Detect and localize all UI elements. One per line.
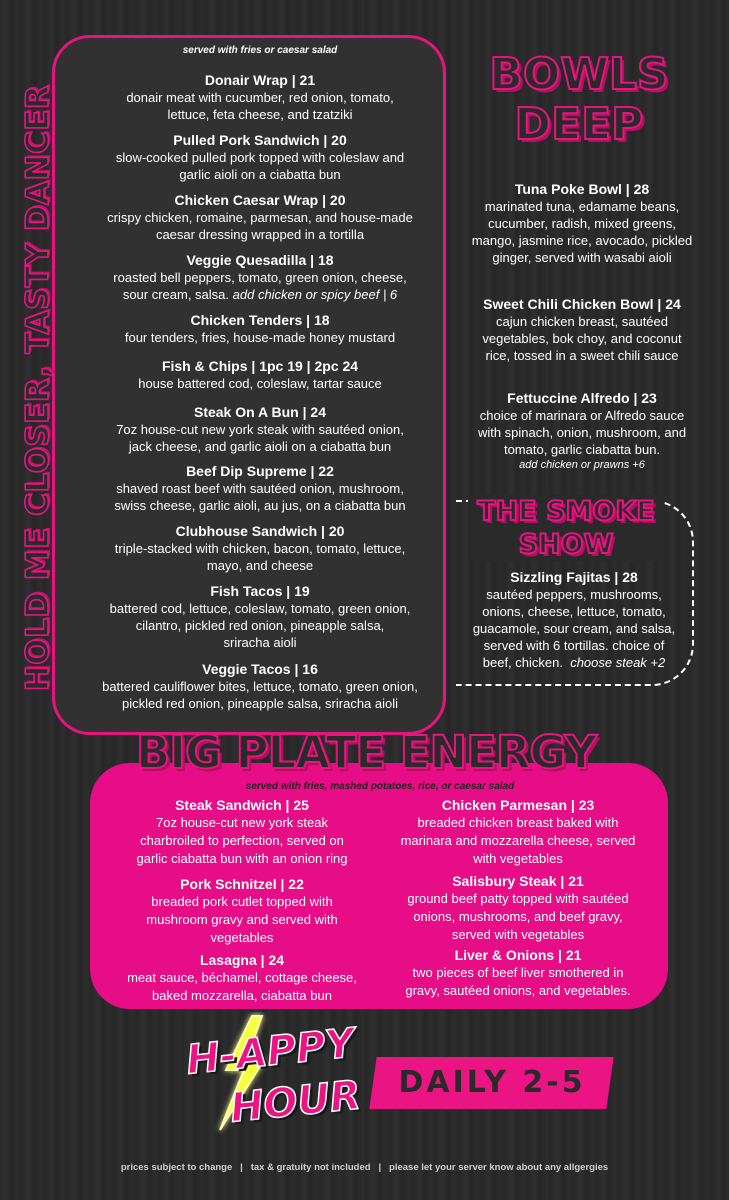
happy-line2: HOUR (227, 1072, 363, 1132)
item-title: Steak On A Bun | 24 (193, 404, 327, 420)
item-desc: donair meat with cucumber, red onion, tomato, (126, 90, 394, 105)
item-desc: baked mozzarella, ciabatta bun (152, 988, 332, 1003)
menu-item (458, 568, 690, 671)
menu-item (80, 463, 440, 514)
item-desc: sautéed peppers, mushrooms, (486, 587, 662, 602)
item-desc: house battered cod, coleslaw, tartar sauce (138, 376, 382, 391)
menu-item (80, 312, 440, 346)
item-title: Tuna Poke Bowl | 28 (514, 181, 650, 197)
item-title: Liver & Onions | 21 (454, 947, 582, 963)
item-desc: 7oz house-cut new york steak (156, 815, 328, 830)
item-desc: charbroiled to perfection, served on (140, 833, 344, 848)
item-desc: cucumber, radish, mixed greens, (488, 216, 676, 231)
item-desc: marinara and mozzarella cheese, served (400, 833, 636, 848)
item-title: Sizzling Fajitas | 28 (510, 569, 638, 585)
menu-item (454, 389, 710, 472)
menu-item (454, 295, 710, 364)
item-desc: caesar dressing wrapped in a tortilla (155, 227, 365, 242)
item-addon: add chicken or prawns +6 (519, 459, 645, 471)
item-desc: meat sauce, béchamel, cottage cheese, (127, 970, 357, 985)
item-desc: with vegetables (473, 851, 563, 866)
menu-item (386, 946, 650, 1000)
item-desc: onions, mushrooms, and beef gravy, (413, 909, 623, 924)
menu-item (112, 796, 372, 868)
item-desc: mango, jasmine rice, avocado, pickled (471, 233, 693, 248)
menu-item (80, 192, 440, 243)
item-desc: slow-cooked pulled pork topped with coleslaw and (115, 150, 405, 165)
item-title: Fettuccine Alfredo | 23 (507, 390, 657, 406)
item-desc: served with vegetables (451, 927, 585, 942)
item-desc: beef, chicken. (482, 655, 563, 670)
item-desc: vegetables, bok choy, and coconut (482, 331, 682, 346)
item-desc: battered cauliflower bites, lettuce, tomato, green onion, (102, 679, 418, 694)
item-desc: two pieces of beef liver smothered in (412, 965, 624, 980)
menu-item (112, 875, 372, 947)
bowls-title-line1: BOWLS (489, 49, 669, 100)
item-desc: cilantro, pickled red onion, pineapple salsa, (135, 618, 385, 633)
bowls-title (474, 50, 684, 150)
item-desc: served with 6 tortillas. choice of (483, 638, 665, 653)
smoke-title-line1: THE SMOKE (477, 496, 655, 527)
menu-item (386, 796, 650, 868)
menu-item (454, 180, 710, 266)
item-title: Chicken Tenders | 18 (190, 312, 330, 328)
smoke-title-line2: SHOW (518, 529, 614, 560)
big-plate-title: BIG PLATE ENERGY (135, 726, 597, 779)
item-title: Pulled Pork Sandwich | 20 (173, 132, 347, 148)
menu-item (80, 252, 440, 303)
lunch-note: served with fries or caesar salad (182, 45, 338, 56)
smoke-title (468, 495, 664, 561)
item-desc: onions, cheese, lettuce, tomato, (482, 604, 666, 619)
menu-item (112, 951, 372, 1005)
item-desc: battered cod, lettuce, coleslaw, tomato, green onion, (109, 601, 411, 616)
item-addon: choose steak +2 (570, 655, 666, 670)
item-desc: garlic ciabatta bun with an onion ring (136, 851, 348, 866)
menu-item (80, 358, 440, 392)
vertical-section-title: HOLD ME CLOSER, TASTY DANCER (20, 84, 56, 692)
item-desc: tomato, garlic ciabatta bun. (503, 442, 661, 457)
item-desc: jack cheese, and garlic aioli on a ciabatta bun (128, 439, 392, 454)
item-title: Chicken Caesar Wrap | 20 (174, 192, 346, 208)
item-title: Steak Sandwich | 25 (175, 797, 309, 813)
item-title: Salisbury Steak | 21 (452, 873, 584, 889)
menu-item (80, 523, 440, 574)
item-desc: mushroom gravy and served with (146, 912, 338, 927)
item-title: Pork Schnitzel | 22 (180, 876, 304, 892)
item-desc: marinated tuna, edamame beans, (484, 199, 680, 214)
item-addon: add chicken or spicy beef | 6 (232, 287, 398, 302)
menu-item (80, 72, 440, 123)
item-desc: 7oz house-cut new york steak with sautéed onion, (116, 422, 404, 437)
item-desc: mayo, and cheese (206, 558, 314, 573)
item-desc: pickled red onion, pineapple salsa, sriracha aioli (121, 696, 399, 711)
item-desc: cajun chicken breast, sautéed (496, 314, 668, 329)
item-desc: with spinach, onion, mushroom, and (477, 425, 687, 440)
big-plate-note: served with fries, mashed potatoes, rice, or caesar salad (245, 781, 515, 792)
item-desc: roasted bell peppers, tomato, green onion, cheese, (113, 270, 407, 285)
item-desc: vegetables (210, 930, 274, 945)
item-desc: gravy, sautéed onions, and vegetables. (405, 983, 631, 998)
menu-item (80, 132, 440, 183)
item-desc: breaded pork cutlet topped with (151, 894, 333, 909)
daily-hours: DAILY 2-5 (398, 1065, 586, 1100)
item-title: Chicken Parmesan | 23 (441, 797, 595, 813)
item-desc: ginger, served with wasabi aioli (492, 250, 672, 265)
bowls-title-line2: DEEP (514, 99, 644, 150)
item-title: Fish & Chips | 1pc 19 | 2pc 24 (161, 358, 359, 374)
item-title: Veggie Quesadilla | 18 (186, 252, 334, 268)
menu-item (386, 872, 650, 944)
menu-item (80, 661, 440, 712)
item-desc: guacamole, sour cream, and salsa, (472, 621, 676, 636)
item-desc: lettuce, feta cheese, and tzatziki (167, 107, 353, 122)
item-desc: garlic aioli on a ciabatta bun (179, 167, 341, 182)
item-desc: sour cream, salsa. (122, 287, 230, 302)
item-desc: swiss cheese, garlic aioli, au jus, on a ciabatta bun (114, 498, 406, 513)
item-title: Beef Dip Supreme | 22 (186, 463, 334, 479)
vertical-title-wrap (16, 60, 60, 716)
item-title: Sweet Chili Chicken Bowl | 24 (483, 296, 681, 312)
item-desc: ground beef patty topped with sautéed (407, 891, 629, 906)
menu-item (80, 583, 440, 651)
item-title: Donair Wrap | 21 (204, 72, 316, 88)
footer-disclaimer: prices subject to change | tax & gratuity not included | please let your server know about any allgergies (120, 1162, 609, 1173)
item-title: Clubhouse Sandwich | 20 (175, 523, 345, 539)
item-desc: sriracha aioli (223, 635, 297, 650)
item-title: Fish Tacos | 19 (210, 583, 310, 599)
item-desc: shaved roast beef with sautéed onion, mushroom, (116, 481, 404, 496)
item-desc: choice of marinara or Alfredo sauce (479, 408, 685, 423)
item-desc: crispy chicken, romaine, parmesan, and house-made (107, 210, 413, 225)
item-title: Veggie Tacos | 16 (202, 661, 318, 677)
item-title: Lasagna | 24 (199, 952, 285, 968)
menu-item (80, 404, 440, 455)
item-desc: triple-stacked with chicken, bacon, tomato, lettuce, (114, 541, 406, 556)
happy-line1: H-APPY (184, 1020, 357, 1084)
item-desc: breaded chicken breast baked with (417, 815, 619, 830)
item-desc: four tenders, fries, house-made honey mustard (124, 330, 396, 345)
item-desc: rice, tossed in a sweet chili sauce (485, 348, 679, 363)
